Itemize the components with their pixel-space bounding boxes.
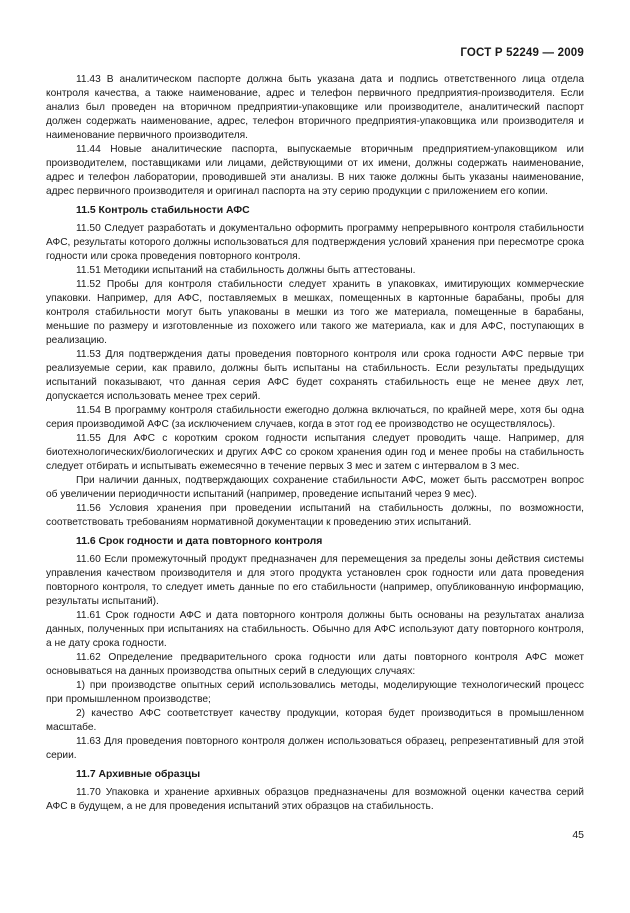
standard-number-header: ГОСТ Р 52249 — 2009 (460, 47, 584, 59)
paragraph-11-62: 11.62 Определение предварительного срока годности или даты повторного контроля АФС может основываться на данных производства опытных серий в следующих случаях: (46, 652, 584, 677)
paragraph-11-43: 11.43 В аналитическом паспорте должна быть указана дата и подпись ответственного лица отдела контроля качества, а также наименование, адрес и телефон первичного предприятия-производителя. Если анализ был проведен на вторичном предприятии-упаковщике или производителе, аналитический паспорт должен содержать наименование, адрес, телефон вторичного предприятия-упаковщика или производителя и наименование первичного производителя. (46, 74, 584, 141)
list-item-11-62-2: 2) качество АФС соответствует качеству продукции, которая будет производиться в промышленном масштабе. (46, 708, 584, 733)
paragraph-11-55-continued: При наличии данных, подтверждающих сохранение стабильности АФС, может быть рассмотрен вопрос об увеличении периодичности испытаний (например, проведение испытаний через 9 мес). (46, 475, 584, 500)
paragraph-11-52: 11.52 Пробы для контроля стабильности следует хранить в упаковках, имитирующих коммерческие упаковки. Например, для АФС, поставляемых в мешках, помещенных в картонные барабаны, пробы для контроля стабильности могут быть упакованы в мешки из того же материала, помещенные в барабаны, меньшие по размеру и изготовленные из похожего или такого же материала, как и для АФС, поступающих в реализацию. (46, 279, 584, 346)
paragraph-11-44: 11.44 Новые аналитические паспорта, выпускаемые вторичным предприятием-упаковщиком или производителем, поставщиками или лицами, действующими от их имени, должны содержать наименование, адрес и телефон лаборатории, проводившей эти анализы. В них также должны быть указаны наименование, адрес первичного производителя и оригинал паспорта на эту серию продукции с приложением его копии. (46, 144, 584, 197)
paragraph-11-50: 11.50 Следует разработать и документально оформить программу непрерывного контроля стабильности АФС, результаты которого должны использоваться для подтверждения условий хранения при пересмотре срока годности или срока проведения повторного контроля. (46, 223, 584, 262)
paragraph-11-53: 11.53 Для подтверждения даты проведения повторного контроля или срока годности АФС первые три реализуемые серии, как правило, должны быть испытаны на стабильность. Если результаты предыдущих испытаний показывают, что данная серия АФС будет сохранять стабильность еще не менее двух лет, допускается использовать менее трех серий. (46, 349, 584, 402)
paragraph-11-61: 11.61 Срок годности АФС и дата повторного контроля должны быть основаны на результатах анализа данных, полученных при испытаниях на стабильность. Обычно для АФС используют дату повторного контроля, а не дату срока годности. (46, 610, 584, 649)
paragraph-11-54: 11.54 В программу контроля стабильности ежегодно должна включаться, по крайней мере, хотя бы одна серия производимой АФС (за исключением случаев, когда в этот год ее производство не осуществлялось). (46, 405, 584, 430)
section-heading-11-7: 11.7 Архивные образцы (76, 769, 201, 780)
section-heading-11-5: 11.5 Контроль стабильности АФС (76, 205, 250, 216)
paragraph-11-60: 11.60 Если промежуточный продукт предназначен для перемещения за пределы зоны действия системы управления качеством производителя и для этого продукта установлен срок годности или дата проведения повторного контроля, то следует иметь данные по его стабильности (например, опубликованную информацию, результаты испытаний). (46, 554, 584, 607)
paragraph-11-63: 11.63 Для проведения повторного контроля должен использоваться образец, репрезентативный для этой серии. (46, 736, 584, 761)
paragraph-11-55: 11.55 Для АФС с коротким сроком годности испытания следует проводить чаще. Например, для биотехнологических/биологических и других АФС со сроком хранения один год и менее пробы на стабильность следует отбирать и испытывать ежемесячно в течение первых 3 мес и затем с интервалом в 3 мес. (46, 433, 584, 472)
paragraph-11-51: 11.51 Методики испытаний на стабильность должны быть аттестованы. (76, 265, 416, 276)
page-number: 45 (572, 829, 584, 841)
page-body (46, 73, 584, 814)
paragraph-11-56: 11.56 Условия хранения при проведении испытаний на стабильность должны, по возможности, соответствовать требованиям нормативной документации к проведению этих испытаний. (46, 503, 584, 528)
paragraph-11-70: 11.70 Упаковка и хранение архивных образцов предназначены для возможной оценки качества серий АФС в будущем, а не для проведения испытаний этих образцов на стабильность. (46, 787, 584, 812)
list-item-11-62-1: 1) при производстве опытных серий использовались методы, моделирующие технологический процесс при промышленном производстве; (46, 680, 584, 705)
section-heading-11-6: 11.6 Срок годности и дата повторного контроля (76, 536, 323, 547)
